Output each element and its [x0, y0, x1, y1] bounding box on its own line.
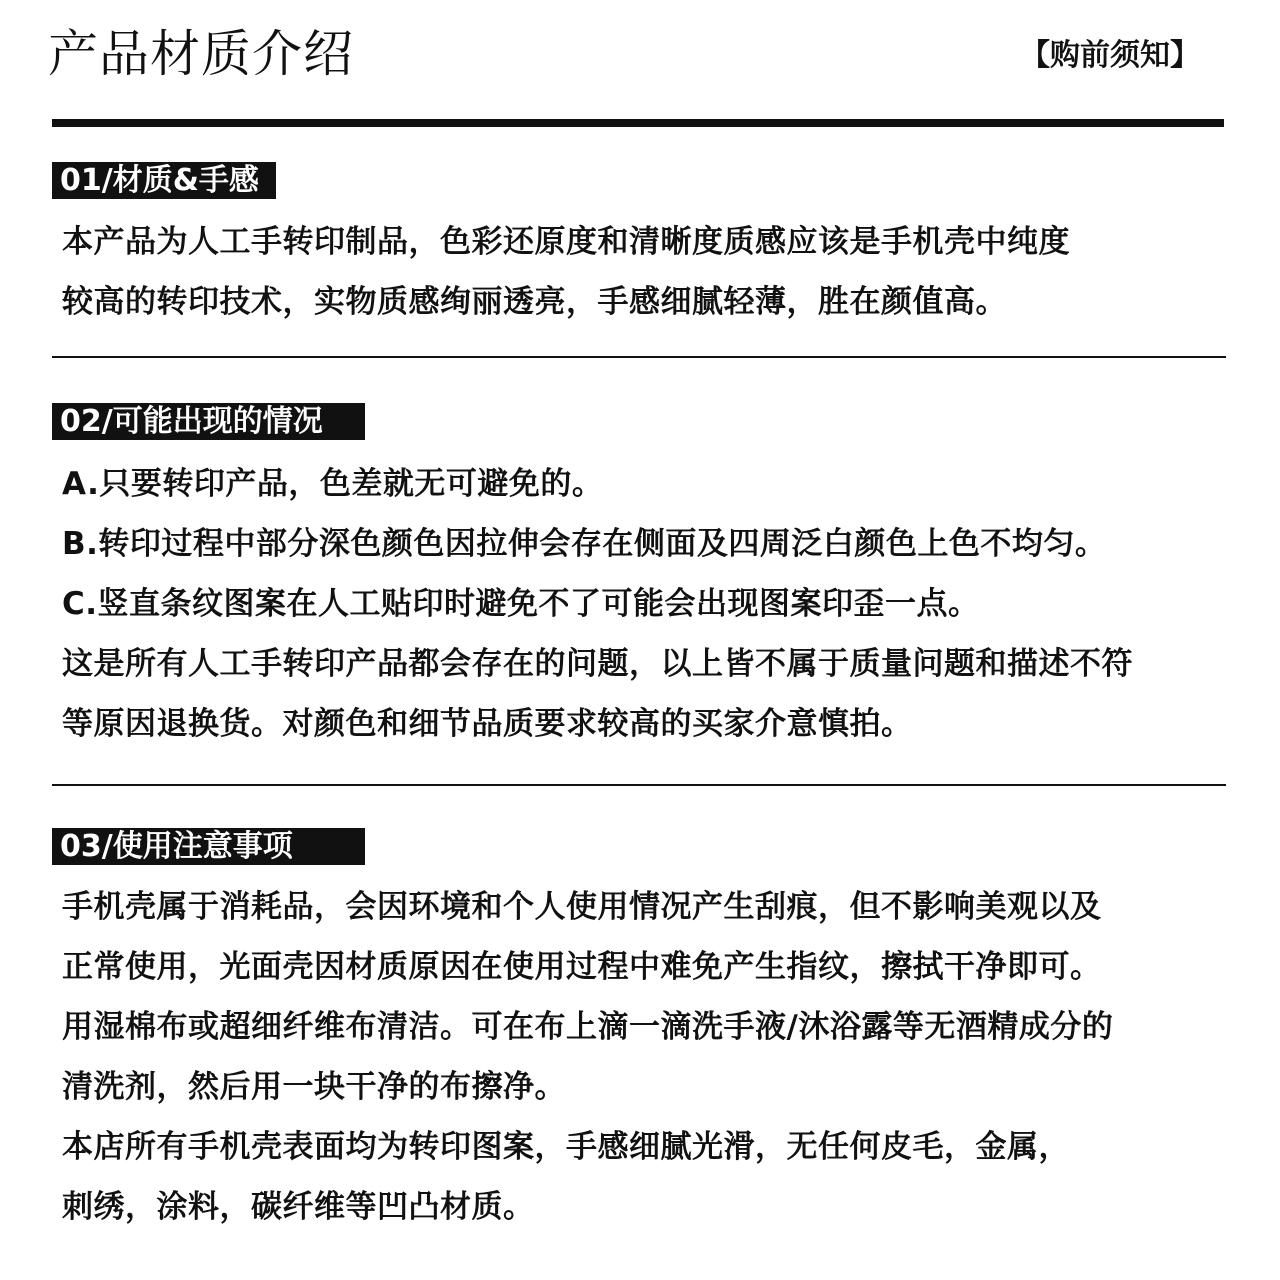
header-divider: [52, 119, 1224, 127]
section-02-label: 02/可能出现的情况: [52, 403, 365, 440]
body-line: 刺绣，涂料，碳纤维等凹凸材质。: [62, 1189, 535, 1225]
body-line: 较高的转印技术，实物质感绚丽透亮，手感细腻轻薄，胜在颜值高。: [62, 284, 1007, 320]
body-line: 用湿棉布或超细纤维布清洁。可在布上滴一滴洗手液/沐浴露等无酒精成分的: [62, 1009, 1114, 1045]
body-line: 本店所有手机壳表面均为转印图案，手感细腻光滑，无任何皮毛，金属，: [62, 1129, 1070, 1165]
section-01-body: [62, 212, 1070, 332]
page-title: 产品材质介绍: [48, 25, 354, 83]
body-line: 手机壳属于消耗品，会因环境和个人使用情况产生刮痕，但不影响美观以及: [62, 889, 1102, 925]
body-line: 正常使用，光面壳因材质原因在使用过程中难免产生指纹，擦拭干净即可。: [62, 949, 1102, 985]
body-line: 本产品为人工手转印制品，色彩还原度和清晰度质感应该是手机壳中纯度: [62, 224, 1070, 260]
body-line: A.只要转印产品，色差就无可避免的。: [62, 466, 604, 502]
section-02-body: [62, 454, 1133, 754]
body-line: 这是所有人工手转印产品都会存在的问题，以上皆不属于质量问题和描述不符: [62, 646, 1133, 682]
body-line: B.转印过程中部分深色颜色因拉伸会存在侧面及四周泛白颜色上色不均匀。: [62, 526, 1107, 562]
purchase-notice-tag: 【购前须知】: [1020, 38, 1200, 73]
body-line: 等原因退换货。对颜色和细节品质要求较高的买家介意慎拍。: [62, 706, 913, 742]
section-divider: [52, 784, 1226, 786]
body-line: C.竖直条纹图案在人工贴印时避免不了可能会出现图案印歪一点。: [62, 586, 980, 622]
section-03-body: [62, 877, 1113, 1237]
section-03-label: 03/使用注意事项: [52, 828, 365, 865]
body-line: 清洗剂，然后用一块干净的布擦净。: [62, 1069, 566, 1105]
section-01-label: 01/材质&手感: [52, 162, 276, 199]
section-divider: [52, 356, 1226, 358]
